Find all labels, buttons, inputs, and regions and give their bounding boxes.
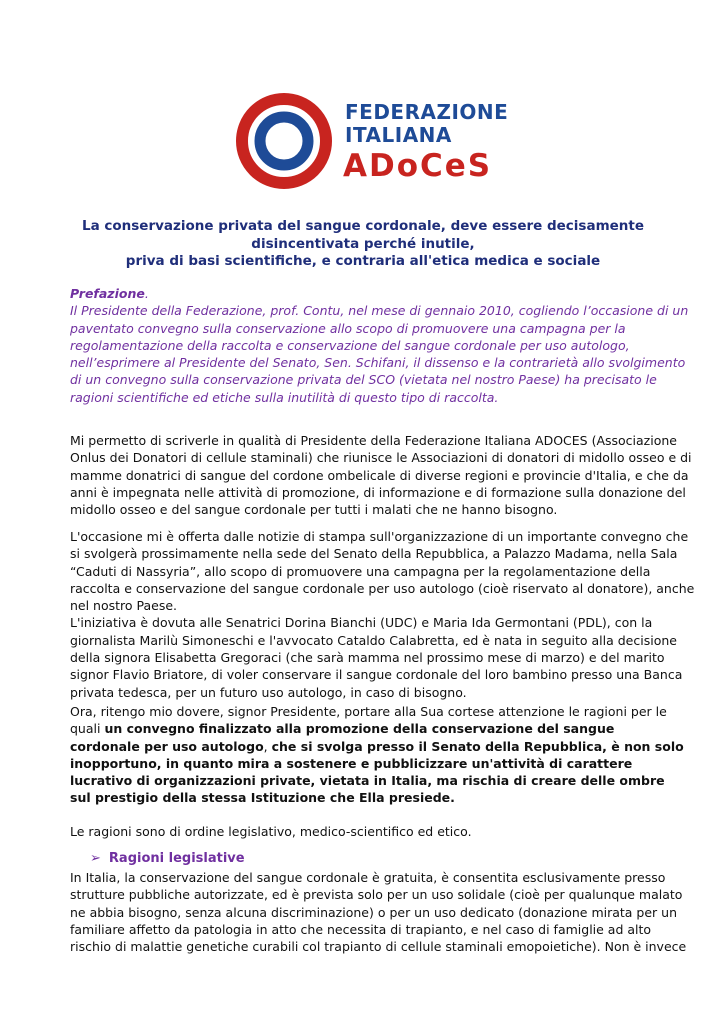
paragraph-line: inopportuno, in quanto mira a sostenere e pubblicizzare un'attività di carattere: [70, 755, 633, 771]
preface-section: [70, 285, 689, 406]
paragraph-line: giornalista Marilù Simoneschi e l'avvocato Cataldo Calabretta, ed è nata in seguito alla decisione: [70, 632, 677, 648]
paragraph-line: Ora, ritengo mio dovere, signor Presidente, portare alla Sua cortese attenzione le ragioni per le: [70, 704, 667, 719]
paragraph-line: midollo osseo e del sangue cordonale per tutti i malati che ne hanno bisogno.: [70, 502, 558, 518]
paragraph-reasons: [70, 823, 656, 840]
preface-heading-punct: .: [144, 286, 149, 301]
paragraph-line: Mi permetto di scriverle in qualità di Presidente della Federazione Italiana ADOCES (Associazione: [70, 433, 677, 448]
paragraph-line: In Italia, la conservazione del sangue cordonale è gratuita, è consentita esclusivamente presso: [70, 870, 666, 885]
paragraph-line: familiare affetto da patologia in atto che necessita di trapianto, e nel caso di famiglie ad alto: [70, 921, 652, 937]
paragraph-occasion: [70, 528, 695, 701]
paragraph-line: Le ragioni sono di ordine legislativo, medico-scientifico ed etico.: [70, 824, 472, 839]
paragraph-line: nel nostro Paese.: [70, 598, 178, 614]
paragraph-line: rischio di malattie genetiche curabili col trapianto di cellule staminali emopoietiche). Non è invece: [70, 939, 687, 955]
paragraph-line: [70, 720, 656, 737]
paragraph-line: lucrativo di organizzazioni private, vietata in Italia, ma rischia di creare delle ombre: [70, 773, 665, 789]
document-title: [70, 218, 656, 271]
paragraph-line: della signora Elisabetta Gregoraci (che sarà mamma nel prossimo mese di marzo) e del marito: [70, 650, 665, 666]
logo-ring-icon: [229, 86, 339, 196]
preface-line: Il Presidente della Federazione, prof. Contu, nel mese di gennaio 2010, cogliendo l’occasione di un: [70, 303, 689, 319]
paragraph-line: L'iniziativa è dovuta alle Senatrici Dorina Bianchi (UDC) e Maria Ida Germontani (PDL), con la: [70, 615, 653, 631]
title-line: priva di basi scientifiche, e contraria all'etica medica e sociale: [125, 253, 601, 269]
paragraph-line: Onlus dei Donatori di cellule staminali) che riunisce le Associazioni di donatori di midollo osseo e di: [70, 450, 692, 466]
paragraph-line: ne abbia bisogno, senza alcuna discriminazione) o per un uso dedicato (donazione mirata per un: [70, 904, 678, 920]
paragraph-line: L'occasione mi è offerta dalle notizie di stampa sull'organizzazione di un importante convegno che: [70, 529, 689, 544]
paragraph-request: [70, 703, 684, 807]
logo-text-italiana: ITALIANA: [345, 123, 452, 147]
paragraph-text: quali: [70, 721, 105, 737]
federation-logo: [229, 86, 509, 196]
paragraph-text: ,: [263, 738, 272, 754]
preface-heading: Prefazione: [70, 286, 145, 301]
paragraph-line: anni è impegnata nelle attività di promozione, di informazione e di formazione sulla donazione del: [70, 484, 686, 500]
paragraph-legislative: [70, 869, 687, 955]
title-line: disincentivata perché inutile,: [251, 235, 475, 252]
logo-text-federazione: FEDERAZIONE: [345, 100, 509, 124]
logo-text-adoces: ADoCeS: [343, 148, 493, 184]
paragraph-bold-text: che si svolga presso il Senato della Repubblica, è non solo: [271, 738, 684, 754]
paragraph-line: “Caduti di Nassyria”, allo scopo di promuovere una campagna per la regolamentazione della: [70, 563, 651, 579]
paragraph-line: signor Flavio Briatore, di voler conservare il sangue cordonale del loro bambino presso una Banca: [70, 667, 683, 683]
paragraph-line: mamme donatrici di sangue del cordone ombelicale di diverse regioni e provincie d'Italia, e che da: [70, 467, 689, 483]
preface-line: di un convegno sulla conservazione privata del SCO (vietata nel nostro Paese) ha precisato le: [70, 372, 657, 388]
preface-line: ragioni scientifiche ed etiche sulla inutilità di questo tipo di raccolta.: [70, 389, 499, 405]
paragraph-line: raccolta e conservazione del sangue cordonale per uso autologo (cioè riservato al donatore), anche: [70, 580, 695, 596]
preface-line: regolamentazione della raccolta e conservazione del sangue cordonale per uso autologo,: [70, 337, 630, 353]
preface-line: nell’esprimere al Presidente del Senato, Sen. Schifani, il dissenso e la contrarietà allo svolgimento: [70, 355, 686, 371]
section-heading-text: Ragioni legislative: [108, 851, 245, 866]
paragraph-line: si svolgerà prossimamente nella sede del Senato della Repubblica, a Palazzo Madama, nella Sala: [70, 546, 678, 562]
arrow-bullet-icon: ➢: [90, 851, 101, 866]
preface-line: paventato convegno sulla conservazione allo scopo di promuovere una campagna per la: [70, 320, 626, 336]
preface-heading-line: [70, 285, 656, 302]
title-line: La conservazione privata del sangue cordonale, deve essere decisamente: [81, 218, 645, 234]
paragraph-line: privata tedesca, per un futuro uso autologo, in caso di bisogno.: [70, 684, 467, 700]
section-heading-legislative: [90, 851, 245, 866]
paragraph-introduction: [70, 432, 692, 518]
paragraph-bold-text: cordonale per uso autologo: [70, 738, 264, 754]
paragraph-line: sul prestigio della stessa Istituzione che Ella presiede.: [70, 790, 455, 806]
paragraph-line: [70, 738, 684, 755]
paragraph-bold-text: un convegno finalizzato alla promozione della conservazione del sangue: [104, 721, 615, 737]
paragraph-line: strutture pubbliche autorizzate, ed è prevista solo per un uso solidale (cioè per qualunque malato: [70, 887, 683, 903]
